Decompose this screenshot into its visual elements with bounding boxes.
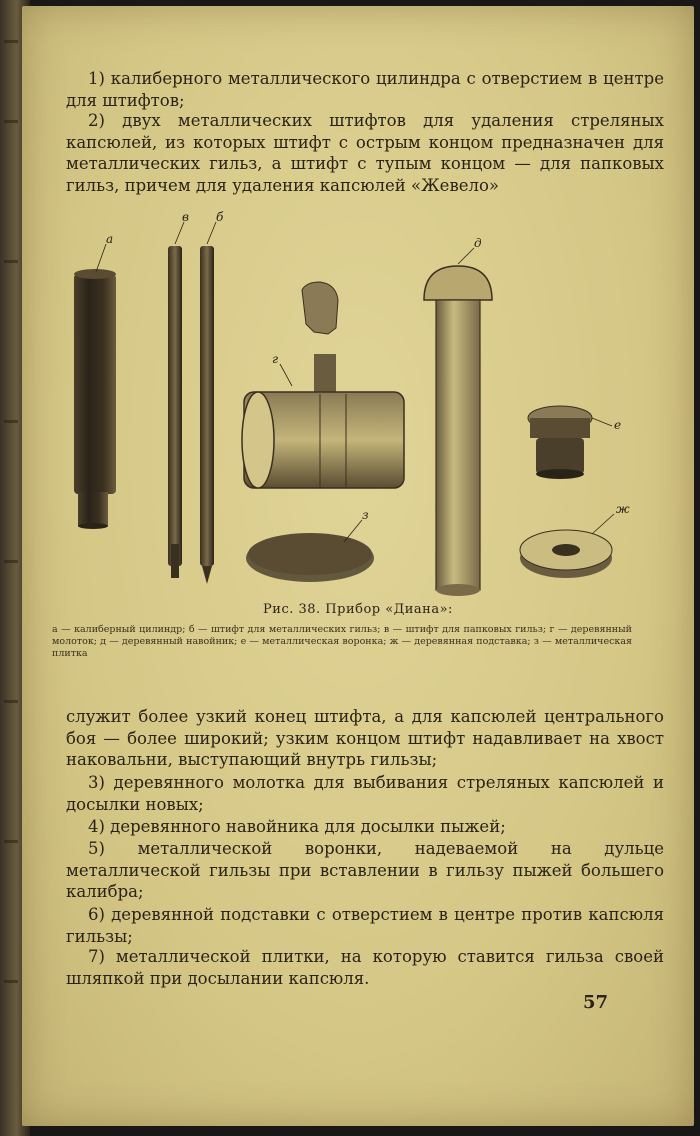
paragraph-item-6: 6) деревянной подставки с отверстием в центре против капсюля гильзы; <box>66 905 664 946</box>
figure-38 <box>44 204 654 604</box>
paragraph-item-5: 5) металлической воронки, надеваемой на дульце металлической гильзы при вставлении в гильзу пыжей большего калибра; <box>66 839 664 901</box>
figure-label-zh: ж <box>616 502 630 516</box>
figure-caption-text: а — калиберный цилиндр; б — штифт для металлических гильз; в — штифт для папковых гильз; г — деревянный молоток; д — деревянный навойник; е — металлическая воронка; ж — деревянная подставка; з — металлическая плитка <box>52 624 632 659</box>
pin-blunt <box>168 246 182 578</box>
figure-label-d: д <box>474 236 482 250</box>
figure-caption-title: Рис. 38. Прибор «Диана»: <box>263 602 453 617</box>
figure-label-e: е <box>614 418 622 432</box>
paragraph-item-7: 7) металлической плитки, на которую ставится гильза своей шляпкой при досылании капсюля. <box>66 947 664 988</box>
figure-illustration <box>44 204 654 604</box>
paragraph-item-1: 1) калиберного металлического цилиндра с отверстием в центре для штифтов; <box>66 69 664 110</box>
book-page <box>22 6 694 1126</box>
page-number: 57 <box>582 992 608 1013</box>
figure-label-v: в <box>182 210 189 224</box>
figure-label-b: б <box>216 210 224 224</box>
figure-label-g: г <box>272 352 279 366</box>
pin-sharp <box>200 246 214 584</box>
paragraph-continuation: служит более узкий конец штифта, а для капсюлей центрального боя — более широкий; узким концом штифт надавливает на хвост наковальни, выступающий внутрь гильзы; <box>66 707 664 769</box>
wooden-stand <box>520 530 612 578</box>
paragraph-item-4: 4) деревянного навойника для досылки пыжей; <box>88 817 506 836</box>
wooden-ram <box>424 266 492 596</box>
metal-plate <box>246 533 374 582</box>
calibre-cylinder <box>74 269 116 529</box>
figure-label-z: з <box>362 508 369 522</box>
metal-funnel <box>528 406 592 479</box>
figure-label-a: а <box>106 232 114 246</box>
paragraph-item-2: 2) двух металлических штифтов для удаления стреляных капсюлей, из которых штифт с острым концом предназначен для металлических гильз, а штифт с тупым концом — для папковых гильз, причем для удаления капсюлей «Жевело» <box>66 111 664 195</box>
wooden-hammer <box>242 354 404 488</box>
paragraph-item-3: 3) деревянного молотка для выбивания стреляных капсюлей и досылки новых; <box>66 773 664 814</box>
